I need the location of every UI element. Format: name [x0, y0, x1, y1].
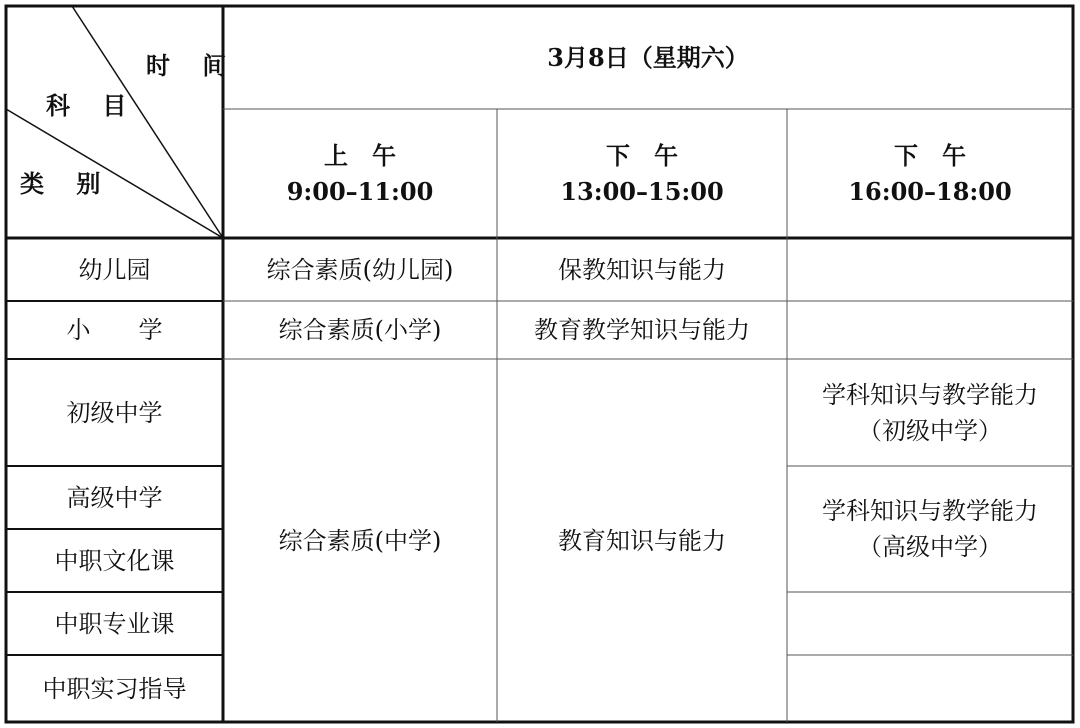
session-time: 13:00–15:00 [560, 176, 724, 206]
session-period: 上 午 [324, 140, 396, 170]
session-period: 下 午 [606, 140, 678, 170]
session-time: 16:00–18:00 [848, 176, 1012, 206]
kindergarten-afternoon2-subject [787, 238, 1073, 301]
secondary-afternoon1-subject: 教育知识与能力 [558, 526, 726, 555]
session-header-morning [223, 109, 497, 238]
vocational-major-afternoon2-empty [787, 592, 1073, 655]
subject-line: 学科知识与教学能力 [822, 380, 1038, 409]
session-period: 下 午 [894, 140, 966, 170]
date-header: 3月8日（星期六） [547, 42, 749, 72]
corner-subject-label: 科 目 [46, 91, 139, 120]
session-time: 9:00–11:00 [286, 176, 434, 206]
primary-afternoon2-subject [787, 301, 1073, 359]
category-primary: 小 学 [66, 316, 163, 344]
subject-line: 学科知识与教学能力 [822, 497, 1038, 525]
senior-afternoon2-subject [787, 466, 1073, 592]
session-header-afternoon-2 [787, 109, 1073, 238]
subject-note: （高级中学） [858, 533, 1002, 561]
corner-category-label: 类 别 [20, 169, 113, 198]
primary-afternoon1-subject: 教育教学知识与能力 [534, 316, 750, 344]
junior-afternoon2-subject [787, 359, 1073, 466]
category-kindergarten: 幼儿园 [78, 255, 151, 284]
subject-note: （初级中学） [858, 416, 1002, 445]
kindergarten-afternoon1-subject: 保教知识与能力 [558, 255, 726, 284]
category-junior-high: 初级中学 [66, 398, 163, 427]
primary-morning-subject: 综合素质(小学) [278, 316, 442, 344]
category-senior-high: 高级中学 [66, 483, 163, 512]
secondary-morning-subject: 综合素质(中学) [278, 526, 442, 555]
vocational-practice-afternoon2-empty [787, 655, 1073, 722]
kindergarten-morning-subject: 综合素质(幼儿园) [266, 255, 454, 284]
category-vocational-major: 中职专业课 [54, 609, 175, 638]
session-header-afternoon-1 [497, 109, 787, 238]
category-vocational-culture: 中职文化课 [54, 546, 175, 575]
category-vocational-practice: 中职实习指导 [42, 674, 187, 703]
corner-time-label: 时 间 [146, 51, 239, 80]
